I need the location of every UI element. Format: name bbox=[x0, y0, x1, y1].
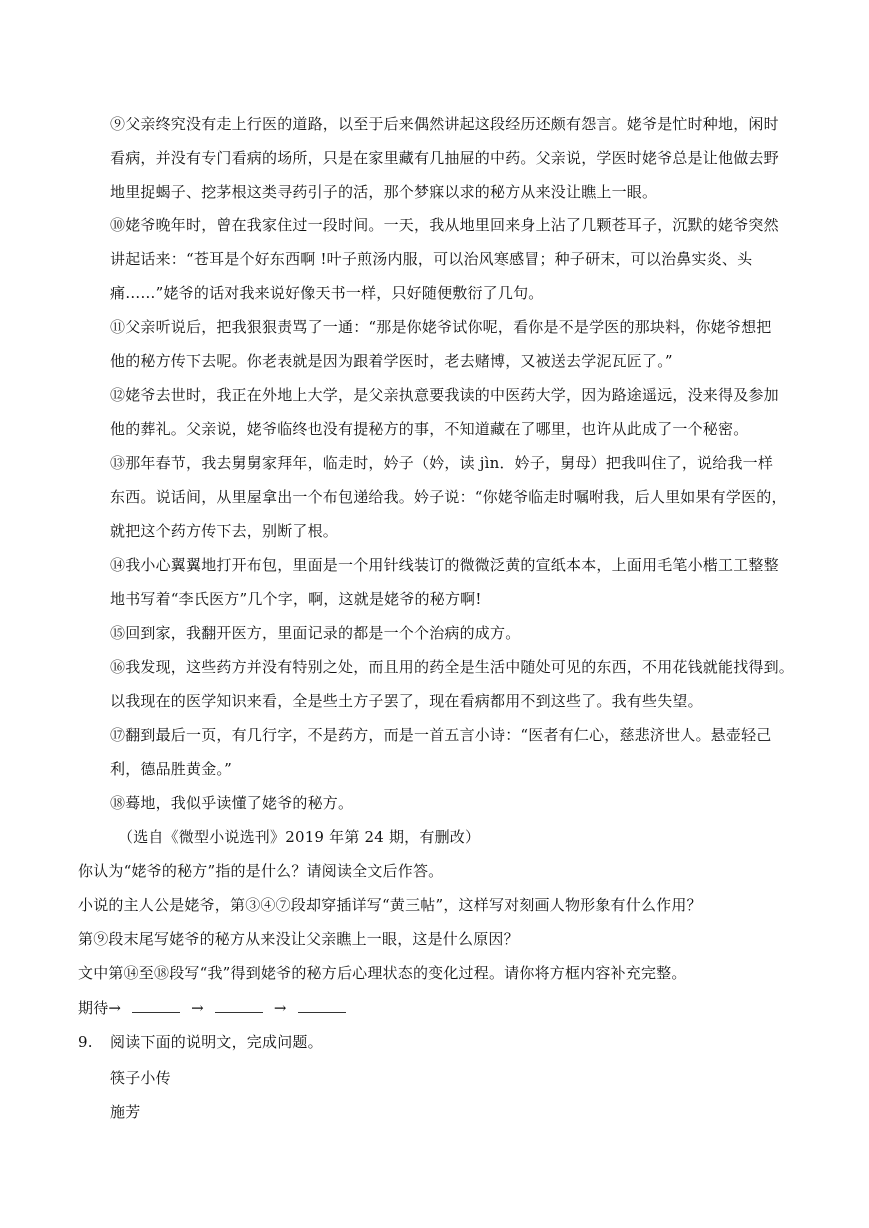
source-citation: （选自《微型小说选刊》2019 年第 24 期，有删改） bbox=[118, 828, 481, 846]
paragraph-13-line-2: 东西。说话间，从里屋拿出一个布包递给我。妗子说：“你姥爷临走时嘱咐我，后人里如果有学医的， bbox=[110, 488, 787, 506]
paragraph-11-line-1: ⑪父亲听说后，把我狠狠责骂了一通：“那是你姥爷试你呢，看你是不是学医的那块料，你姥爷想把 bbox=[110, 318, 772, 336]
paragraph-10-line-3: 痛……”姥爷的话对我来说好像天书一样，只好随便敷衍了几句。 bbox=[110, 284, 544, 302]
item-instruction: 阅读下面的说明文，完成问题。 bbox=[110, 1033, 323, 1051]
paragraph-16-line-2: 以我现在的医学知识来看，全是些土方子罢了，现在看病都用不到这些了。我有些失望。 bbox=[110, 692, 703, 710]
paragraph-10-line-2: 讲起话来：“苍耳是个好东西啊 !叶子煎汤内服，可以治风寒感冒；种子研末，可以治鼻实炎、头 bbox=[110, 250, 753, 268]
paragraph-14-line-2: 地书写着“李氏医方”几个字，啊，这就是姥爷的秘方啊! bbox=[110, 590, 482, 608]
paragraph-9-line-3: 地里捉蝎子、挖茅根这类寻药引子的活，那个梦寐以求的秘方从来没让瞧上一眼。 bbox=[110, 183, 658, 201]
article-title: 筷子小传 bbox=[110, 1069, 171, 1087]
arrow-icon: → bbox=[191, 999, 204, 1017]
paragraph-12-line-2: 他的葬礼。父亲说，姥爷临终也没有提秘方的事，不知道藏在了哪里，也许从此成了一个秘密。 bbox=[110, 420, 749, 438]
paragraph-17-line-1: ⑰翻到最后一页，有几行字，不是药方，而是一首五言小诗：“医者有仁心，慈悲济世人。悬壶轻己 bbox=[110, 726, 772, 744]
paragraph-16-line-1: ⑯我发现，这些药方并没有特别之处，而且用的药全是生活中随处可见的东西，不用花钱就能找得到。 bbox=[110, 658, 795, 676]
paragraph-10-line-1: ⑩姥爷晚年时，曾在我家住过一段时间。一天，我从地里回来身上沾了几颗苍耳子，沉默的姥爷突然 bbox=[110, 216, 779, 234]
answer-chain bbox=[78, 998, 352, 1018]
paragraph-9-line-1: ⑨父亲终究没有走上行医的道路，以至于后来偶然讲起这段经历还颇有怨言。姥爷是忙时种地，闲时 bbox=[110, 115, 779, 133]
paragraph-13-line-1: ⑬那年春节，我去舅舅家拜年，临走时，妗子（妗，读 jìn．妗子，舅母）把我叫住了，说给我一样 bbox=[110, 454, 774, 472]
paragraph-14-line-1: ⑭我小心翼翼地打开布包，里面是一个用针线装订的微微泛黄的宣纸本本，上面用毛笔小楷工工整整 bbox=[110, 556, 779, 574]
question-3: 第⑨段末尾写姥爷的秘方从来没让父亲瞧上一眼，这是什么原因？ bbox=[78, 930, 519, 948]
answer-blank-3[interactable] bbox=[298, 998, 346, 1013]
paragraph-9-line-2: 看病，并没有专门看病的场所，只是在家里藏有几抽屉的中药。父亲说，学医时姥爷总是让他做去野 bbox=[110, 149, 779, 167]
paragraph-15-line-1: ⑮回到家，我翻开医方，里面记录的都是一个个治病的成方。 bbox=[110, 624, 521, 642]
question-4: 文中第⑭至⑱段写“我”得到姥爷的秘方后心理状态的变化过程。请你将方框内容补充完整。 bbox=[78, 964, 687, 982]
answer-chain-start: 期待 bbox=[78, 999, 109, 1017]
paragraph-12-line-1: ⑫姥爷去世时，我正在外地上大学，是父亲执意要我读的中医药大学，因为路途遥远，没来得及参加 bbox=[110, 386, 779, 404]
arrow-icon: → bbox=[108, 999, 122, 1017]
paragraph-17-line-2: 利，德品胜黄金。” bbox=[110, 760, 232, 778]
article-author: 施芳 bbox=[110, 1103, 141, 1121]
question-2: 小说的主人公是姥爷，第③④⑦段却穿插详写“黄三帖”，这样写对刻画人物形象有什么作用？ bbox=[78, 896, 702, 914]
question-1: 你认为“姥爷的秘方”指的是什么？请阅读全文后作答。 bbox=[78, 862, 444, 880]
paragraph-18-line-1: ⑱蓦地，我似乎读懂了姥爷的秘方。 bbox=[110, 794, 354, 812]
item-number: 9. bbox=[78, 1033, 93, 1051]
answer-blank-1[interactable] bbox=[132, 998, 180, 1013]
paragraph-13-line-3: 就把这个药方传下去，别断了根。 bbox=[110, 522, 339, 540]
answer-blank-2[interactable] bbox=[215, 998, 263, 1013]
arrow-icon: → bbox=[273, 999, 287, 1017]
paragraph-11-line-2: 他的秘方传下去呢。你老表就是因为跟着学医时，老去赌博，又被送去学泥瓦匠了。” bbox=[110, 352, 673, 370]
